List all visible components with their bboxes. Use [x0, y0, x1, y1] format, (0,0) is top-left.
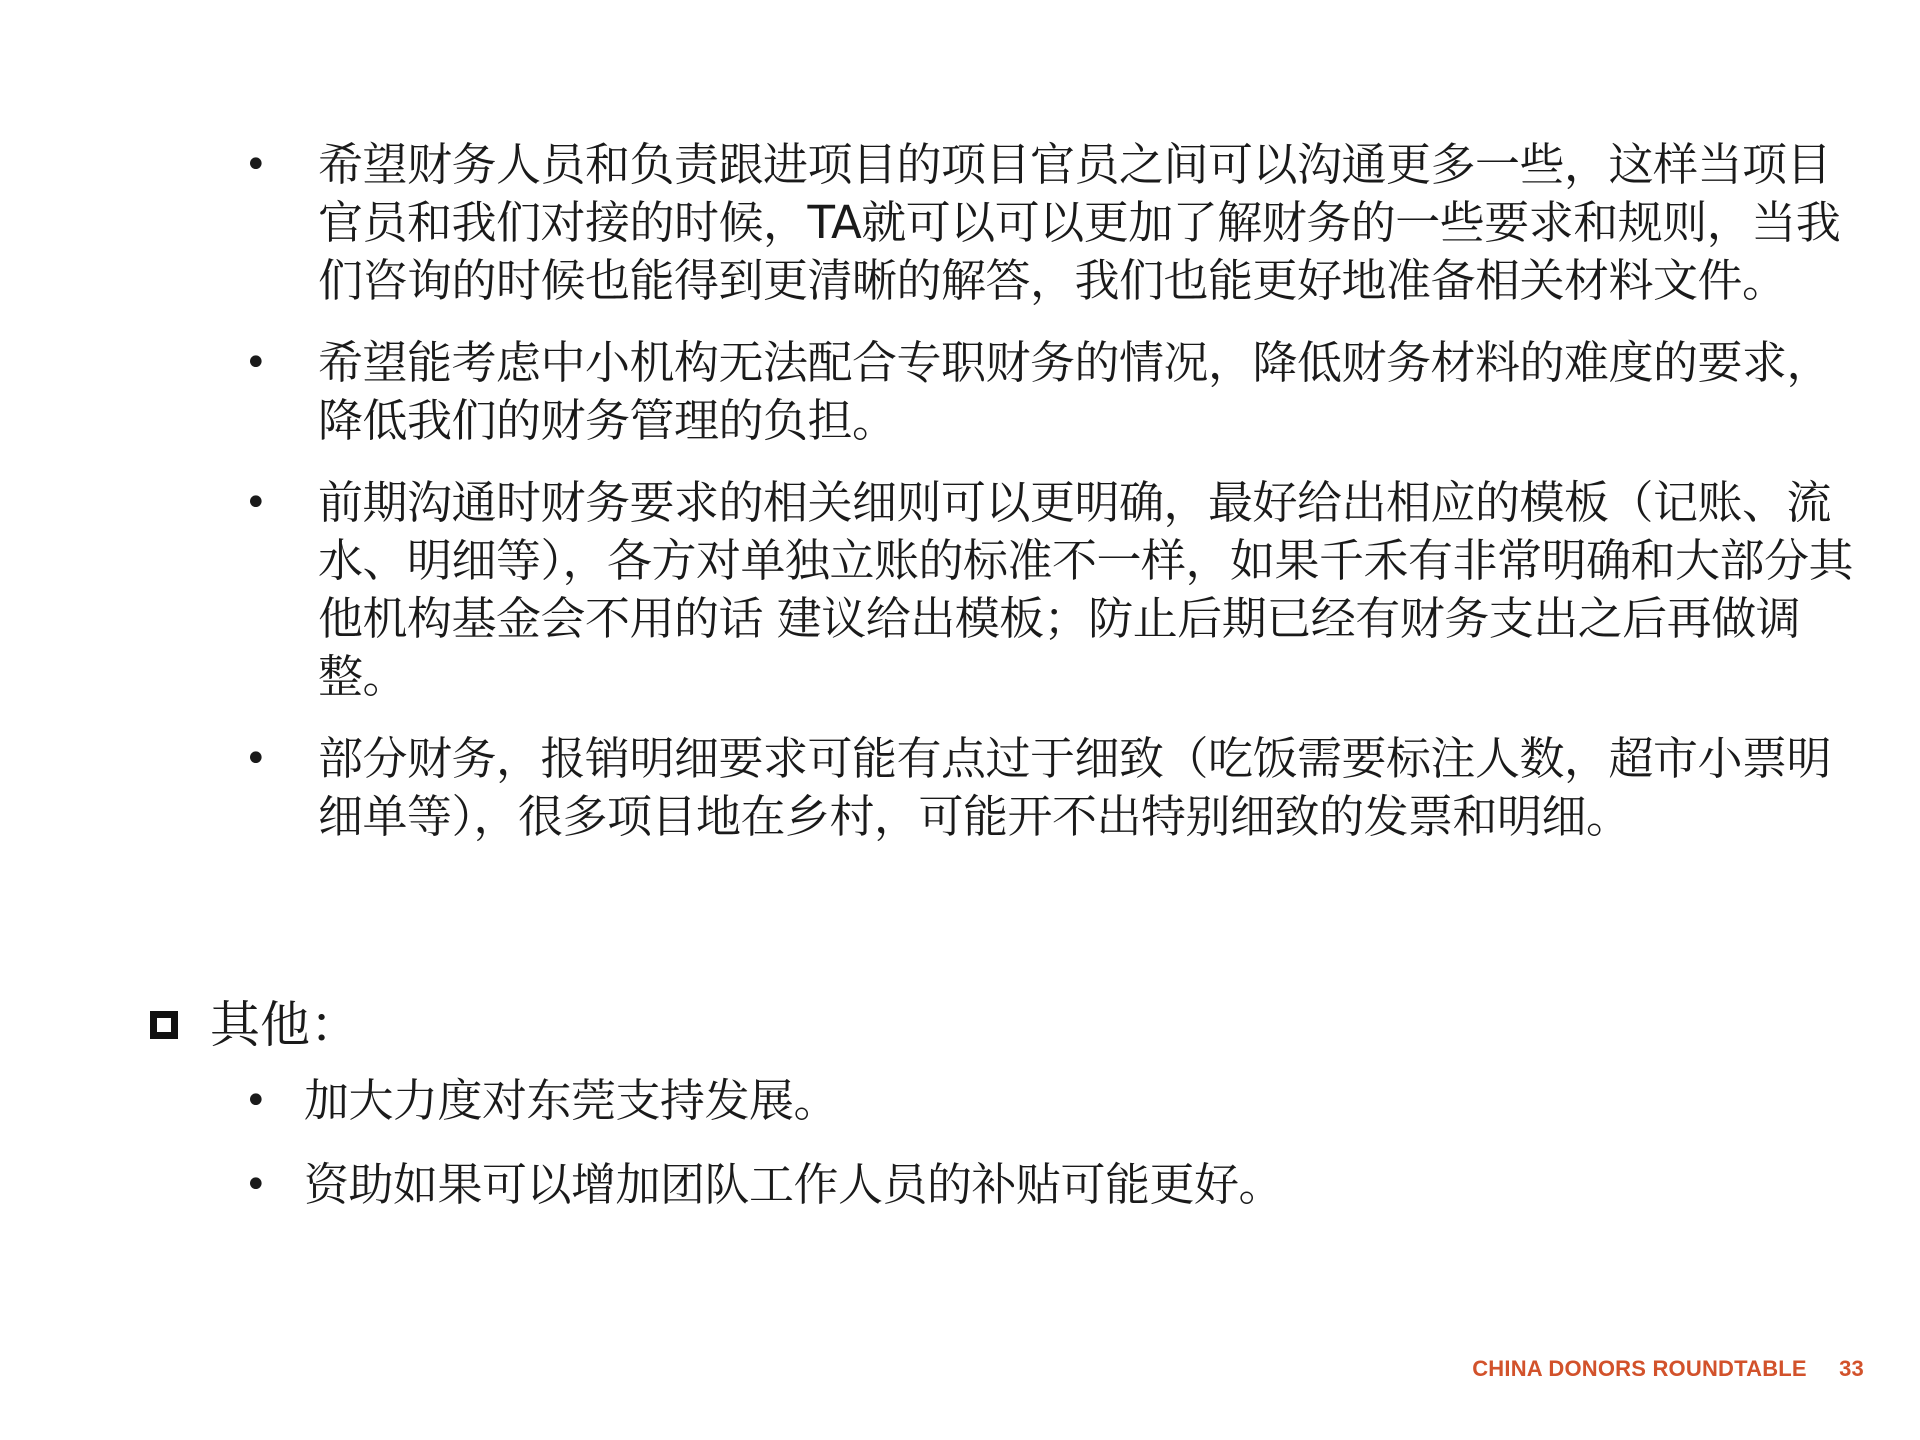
bullet-text: 希望能考虑中小机构无法配合专职财务的情况，降低财务材料的难度的要求，降低我们的财务管理的负担。 — [318, 336, 1832, 447]
list-item — [240, 1156, 1860, 1214]
bullet-dot-icon: • — [244, 142, 268, 188]
bullet-dot-icon: • — [244, 1078, 268, 1124]
list-item — [240, 1072, 1860, 1130]
bullet-dot-icon: • — [244, 480, 268, 526]
bullet-dot-icon: • — [244, 340, 268, 386]
list-item — [240, 730, 1860, 846]
bullet-dot-icon: • — [244, 1162, 268, 1208]
list-item — [240, 136, 1860, 310]
page-number: 33 — [1839, 1356, 1864, 1381]
bullet-text: 希望财务人员和负责跟进项目的项目官员之间可以沟通更多一些，这样当项目官员和我们对接的时候，TA就可以可以更加了解财务的一些要求和规则，当我们咨询的时候也能得到更清晰的解答，我们也能更好地准备相关材料文件。 — [318, 138, 1841, 307]
section-heading-other — [150, 990, 360, 1060]
footer-org-name: CHINA DONORS ROUNDTABLE — [1472, 1356, 1807, 1381]
footer — [1472, 1356, 1864, 1382]
bullet-dot-icon: • — [244, 736, 268, 782]
bullet-list-finance — [240, 136, 1860, 870]
bullet-text: 前期沟通时财务要求的相关细则可以更明确，最好给出相应的模板（记账、流水、明细等），各方对单独立账的标准不一样，如果千禾有非常明确和大部分其他机构基金会不用的话 建议给出模板；防止后期已经有财务支出之后再做调整。 — [318, 476, 1854, 703]
bullet-list-other — [240, 1072, 1860, 1240]
bullet-text: 部分财务，报销明细要求可能有点过于细致（吃饭需要标注人数，超市小票明细单等），很多项目地在乡村，可能开不出特别细致的发票和明细。 — [318, 732, 1832, 843]
list-item — [240, 474, 1860, 706]
bullet-text: 资助如果可以增加团队工作人员的补贴可能更好。 — [304, 1158, 1284, 1211]
hollow-square-icon — [150, 1011, 178, 1039]
section-heading-text: 其他： — [210, 996, 360, 1054]
bullet-text: 加大力度对东莞支持发展。 — [304, 1074, 839, 1127]
list-item — [240, 334, 1860, 450]
